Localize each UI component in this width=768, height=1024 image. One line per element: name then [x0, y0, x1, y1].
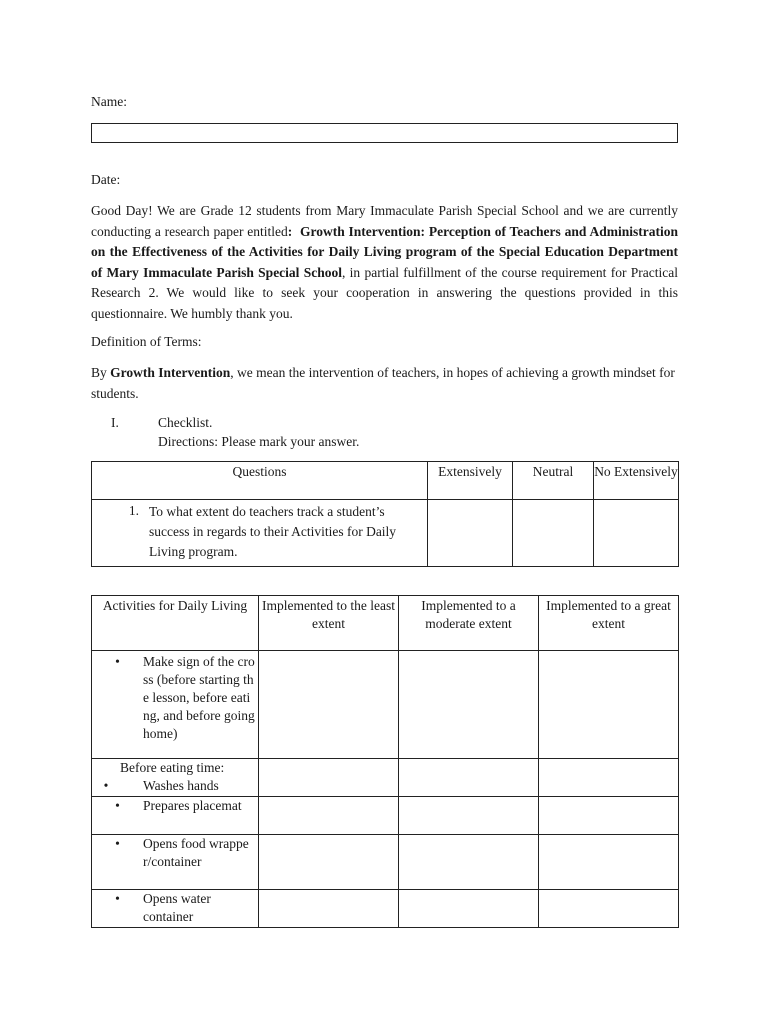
bullet: • [115, 654, 120, 669]
bullet: • [115, 798, 120, 813]
intro-paragraph [91, 201, 678, 324]
intro-text-end: , in partial fulfillment of the course requirement for Practical Research 2. We would like to seek your cooperation in answering the questions provided in this questionnaire. We humbly thank you. [91, 264, 678, 321]
header-questions: Questions [92, 462, 428, 500]
activities-table [91, 595, 679, 928]
rating-cell[interactable] [399, 835, 539, 890]
header-moderate-extent: Implemented to a moderate extent [399, 596, 539, 651]
activity-text: Opens water container [143, 891, 211, 924]
rating-cell[interactable] [399, 797, 539, 835]
definition-text: , we mean the intervention of teachers, in hopes of achieving a growth mindset for students. [91, 365, 675, 401]
rating-cell[interactable] [539, 835, 679, 890]
group-heading: Before eating time: [120, 760, 225, 775]
definition-paragraph [91, 363, 678, 404]
answer-cell-extensively[interactable] [428, 500, 513, 567]
activity-text: Washes hands [143, 778, 219, 793]
activity-text: Prepares placemat [143, 798, 242, 813]
rating-cell[interactable] [399, 890, 539, 928]
name-field[interactable] [91, 123, 678, 143]
table-header-row [92, 596, 679, 651]
rating-cell[interactable] [259, 797, 399, 835]
questions-table [91, 461, 679, 567]
header-activities: Activities for Daily Living [92, 596, 259, 651]
table-header-row [92, 462, 679, 500]
question-text: To what extent do teachers track a student’s success in regards to their Activities for Daily Living program. [149, 504, 397, 559]
table-row [92, 835, 679, 890]
rating-cell[interactable] [259, 651, 399, 759]
activity-text: Make sign of the cross (before starting the lesson, before eating, and before going home) [143, 654, 255, 741]
section-title: Checklist. [158, 415, 213, 430]
activity-text: Opens food wrapper/container [143, 836, 249, 869]
header-least-extent: Implemented to the least extent [259, 596, 399, 651]
date-label: Date: [91, 172, 121, 187]
research-title: Growth Intervention: Perception of Teachers and Administration on the Effectiveness of the Activities for Daily Living program of the Special Education Department of Mary Immaculate Parish Special School [91, 223, 678, 280]
answer-cell-no-extensively[interactable] [594, 500, 679, 567]
header-no-extensively: No Extensively [594, 462, 679, 500]
rating-cell[interactable] [399, 759, 539, 797]
header-neutral: Neutral [513, 462, 594, 500]
rating-cell[interactable] [399, 651, 539, 759]
section-number: I. [111, 415, 119, 430]
question-number: 1. [128, 503, 139, 518]
bullet: • [115, 836, 120, 851]
name-label: Name: [91, 94, 127, 109]
definition-prefix: By [91, 365, 111, 380]
table-row [92, 890, 679, 928]
table-row [92, 500, 679, 567]
rating-cell[interactable] [539, 759, 679, 797]
section-directions: Directions: Please mark your answer. [158, 434, 360, 449]
bullet: • [103, 778, 109, 793]
rating-cell[interactable] [539, 651, 679, 759]
intro-text: Good Day! We are Grade 12 students from Mary Immaculate Parish Special School and we are currently conducting a research paper entitled [91, 203, 678, 239]
answer-cell-neutral[interactable] [513, 500, 594, 567]
rating-cell[interactable] [259, 835, 399, 890]
table-row [92, 797, 679, 835]
table-row [92, 759, 679, 797]
rating-cell[interactable] [539, 797, 679, 835]
bullet: • [115, 891, 120, 906]
definition-term: Growth Intervention [110, 365, 231, 380]
rating-cell[interactable] [539, 890, 679, 928]
rating-cell[interactable] [259, 890, 399, 928]
definition-title: Definition of Terms: [91, 334, 202, 349]
header-extensively: Extensively [428, 462, 513, 500]
intro-colon: : [287, 223, 293, 239]
rating-cell[interactable] [259, 759, 399, 797]
header-great-extent: Implemented to a great extent [539, 596, 679, 651]
table-row [92, 651, 679, 759]
